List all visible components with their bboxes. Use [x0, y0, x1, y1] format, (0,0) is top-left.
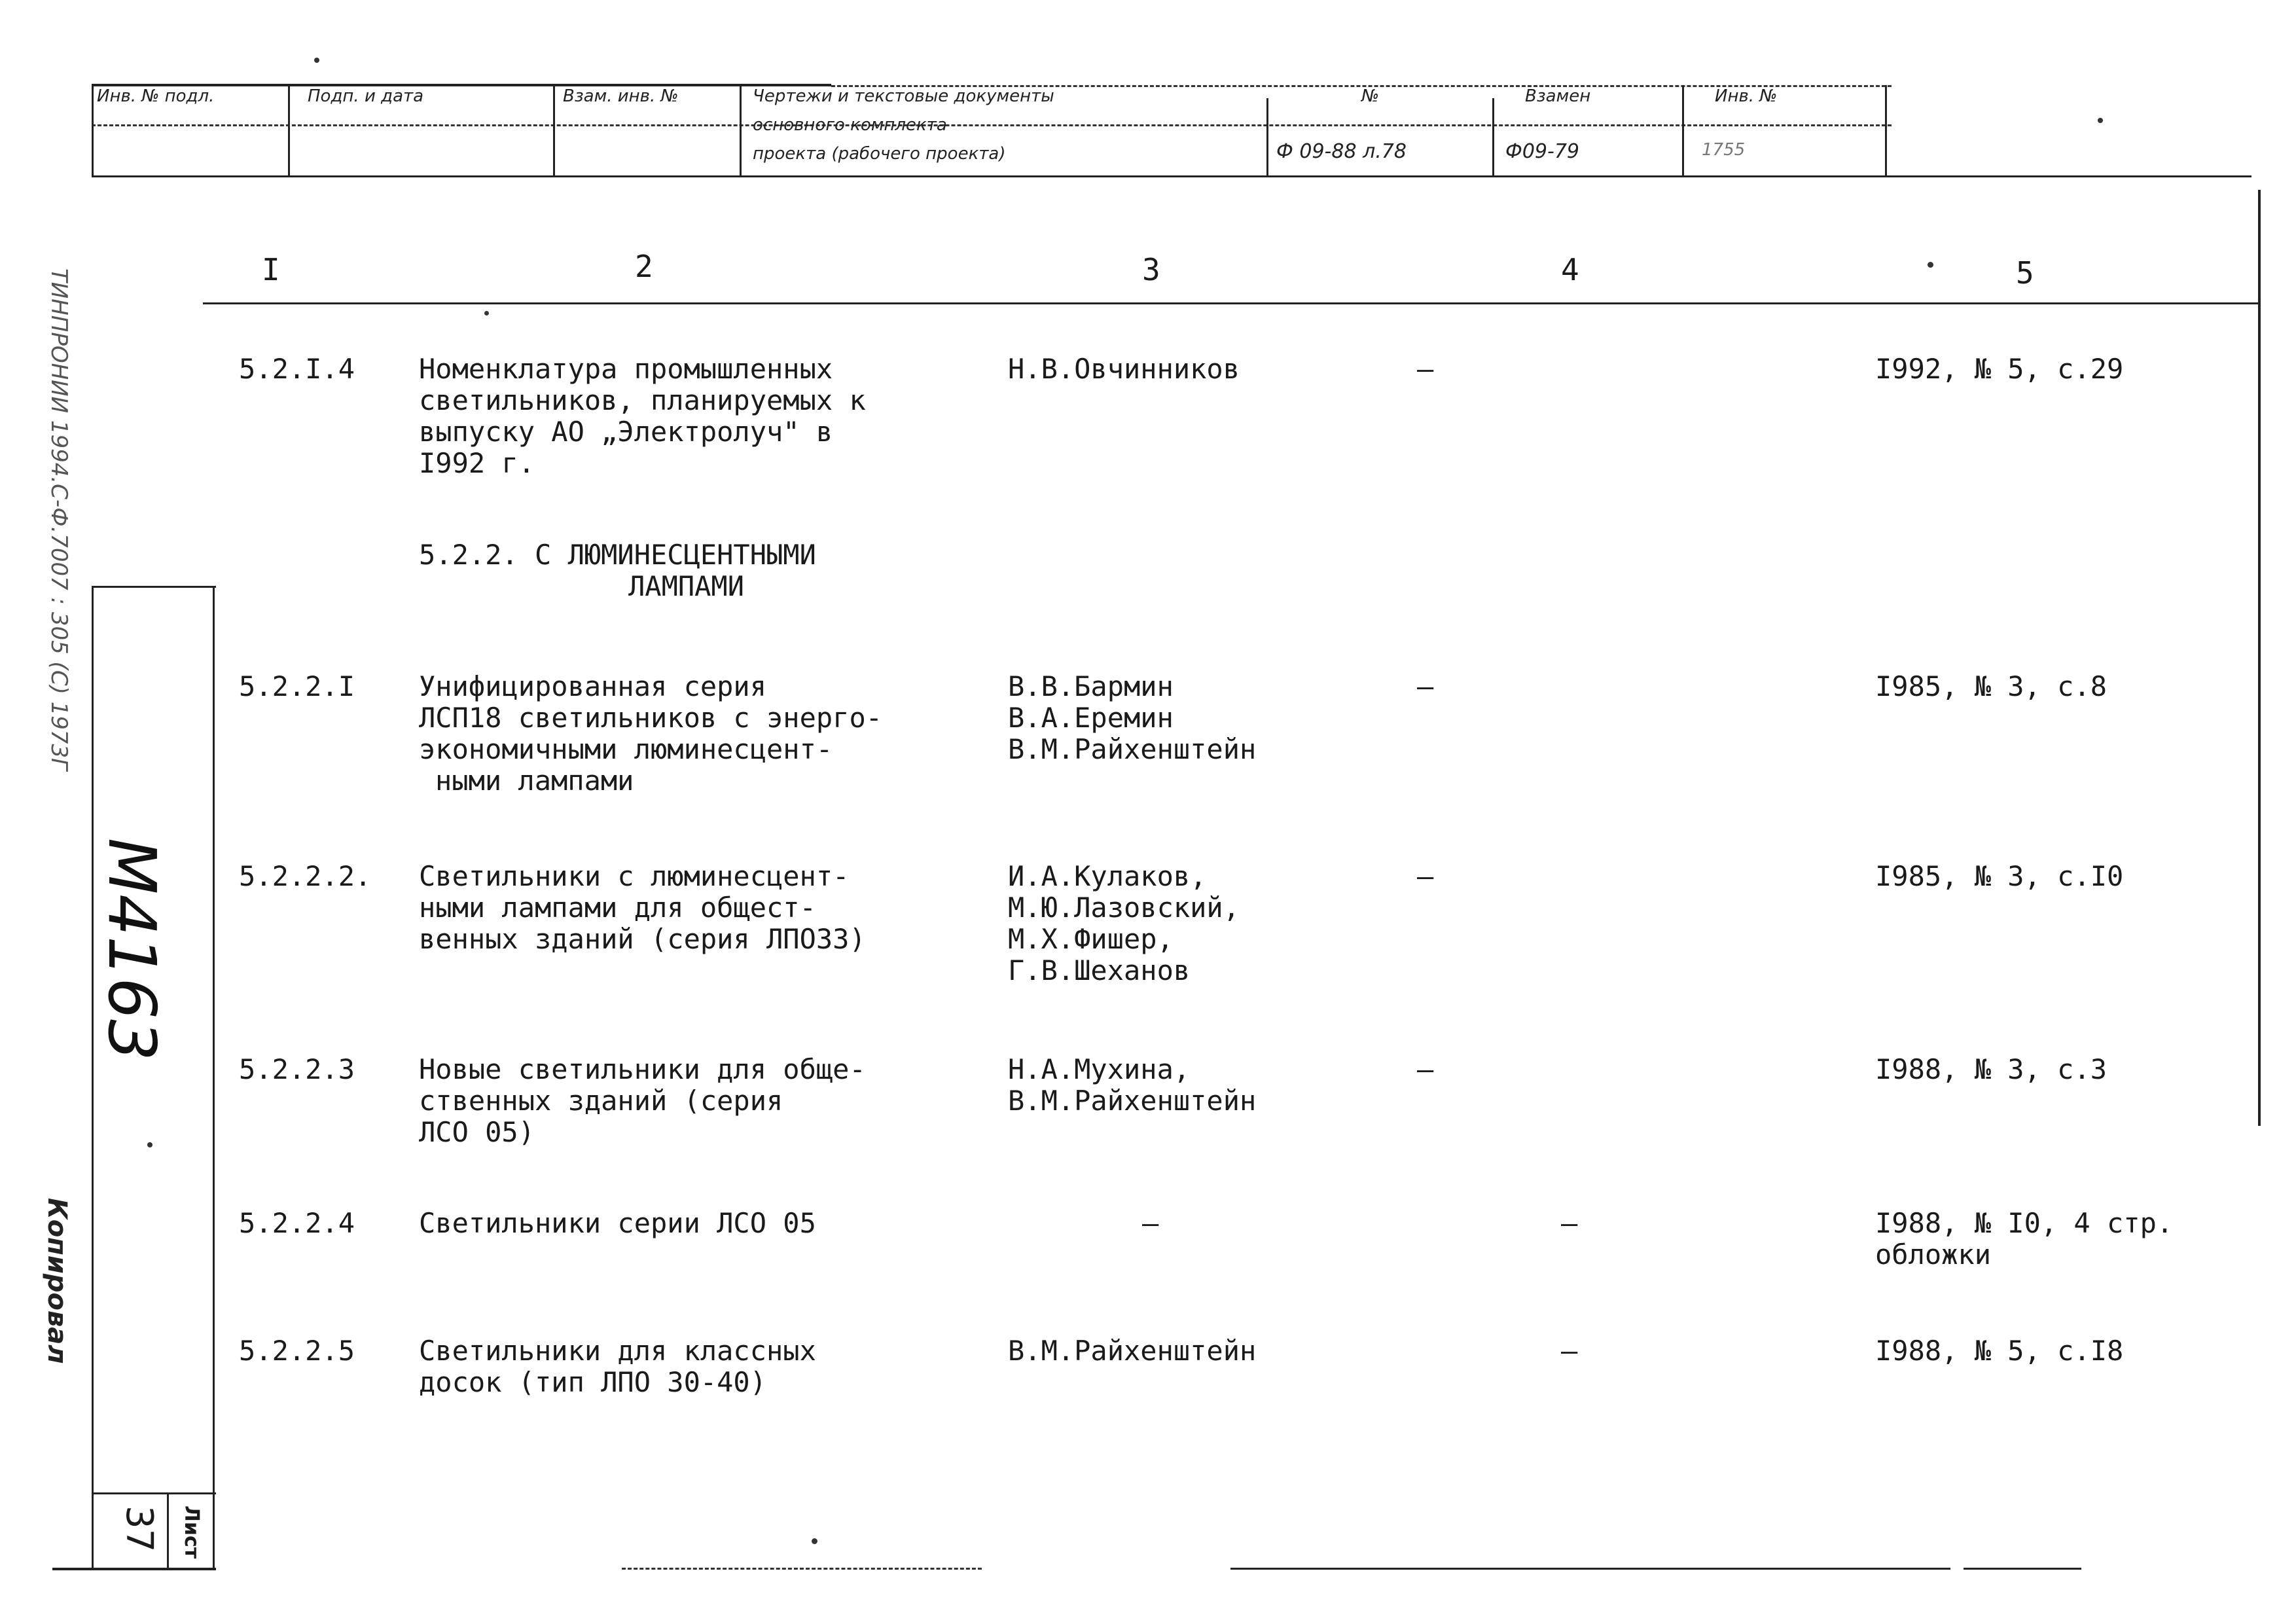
row-title-line: досок (тип ЛПО 30-40)	[419, 1366, 767, 1398]
section-heading-line: 5.2.2. С ЛЮМИНЕСЦЕНТНЫМИ	[419, 539, 816, 571]
row-reference: I992, № 5, с.29	[1875, 353, 2124, 385]
row-number: 5.2.I.4	[239, 353, 355, 385]
row-col4: –	[1417, 1053, 1434, 1085]
margin-box-left	[92, 586, 94, 1568]
row-author: –	[1142, 1207, 1159, 1239]
scan-speck	[147, 1142, 152, 1147]
scan-speck	[1928, 262, 1933, 268]
tb-div-7	[1885, 85, 1887, 177]
tb-col4-line3: проекта (рабочего проекта)	[753, 144, 1006, 164]
tb-col4-line2: основного комплекта	[753, 115, 947, 135]
margin-box-top	[92, 586, 216, 588]
bottom-rule-right	[1964, 1568, 2081, 1570]
row-author: В.М.Райхенштейн	[1008, 1085, 1257, 1117]
row-author: Н.В.Овчинников	[1008, 353, 1240, 385]
row-col4: –	[1417, 860, 1434, 892]
margin-sheet-divider	[167, 1492, 169, 1568]
row-title-line: Светильники с люминесцент-	[419, 860, 850, 892]
row-number: 5.2.2.3	[239, 1053, 355, 1085]
row-title-line: Унифицированная серия	[419, 670, 767, 702]
margin-box-sheet-top	[92, 1492, 216, 1494]
row-author: В.А.Еремин	[1008, 702, 1174, 734]
tb-div-5	[1492, 98, 1494, 177]
col-header-4: 4	[1561, 252, 1579, 287]
tb-col5-top: №	[1361, 86, 1380, 106]
tb-col3-label: Взам. инв. №	[563, 86, 679, 106]
row-col4: –	[1561, 1207, 1578, 1239]
row-title-line: светильников, планируемых к	[419, 384, 866, 416]
row-title-line: Светильники серии ЛСО 05	[419, 1207, 816, 1239]
tb-col4-line1: Чертежи и текстовые документы	[753, 86, 1054, 106]
tb-div-0	[92, 84, 94, 177]
row-title-line: I992 г.	[419, 447, 535, 479]
tb-col6-top: Взамен	[1525, 86, 1591, 106]
sheet-number: 37	[118, 1506, 160, 1553]
tb-col1-label: Инв. № подл.	[97, 86, 215, 106]
row-title-line: выпуску АО „Электролуч" в	[419, 416, 833, 448]
col-header-1: I	[262, 252, 280, 287]
row-number: 5.2.2.I	[239, 670, 355, 702]
row-title-line: ными лампами для общест-	[419, 892, 816, 924]
margin-bottom-line	[52, 1568, 216, 1570]
row-reference: I985, № 3, с.8	[1875, 670, 2108, 702]
row-reference: I988, № 3, с.3	[1875, 1053, 2108, 1085]
row-reference: I988, № I0, 4 стр.	[1875, 1207, 2174, 1239]
col-header-5: 5	[2016, 255, 2034, 291]
right-border	[2258, 190, 2261, 1126]
row-col4: –	[1417, 353, 1434, 385]
row-author: И.А.Кулаков,	[1008, 860, 1207, 892]
tb-div-2	[553, 84, 555, 177]
tb-div-1	[288, 84, 290, 177]
col-header-2: 2	[635, 249, 653, 284]
tb-col5-bottom: Ф 09-88 л.78	[1276, 140, 1407, 163]
row-author: В.М.Райхенштейн	[1008, 733, 1257, 765]
row-title-line: ственных зданий (серия	[419, 1085, 783, 1117]
row-title-line: экономичными люминесцент-	[419, 733, 833, 765]
bottom-rule-mid	[1230, 1568, 1950, 1570]
row-title-line: ЛСП18 светильников с энерго-	[419, 702, 883, 734]
row-reference: I985, № 3, с.I0	[1875, 860, 2124, 892]
row-number: 5.2.2.2.	[239, 860, 372, 892]
header-underline	[203, 302, 2258, 304]
row-author: Н.А.Мухина,	[1008, 1053, 1191, 1085]
sheet-label: Лист	[180, 1506, 203, 1559]
row-author: М.Х.Фишер,	[1008, 923, 1174, 955]
row-title-line: Новые светильники для обще-	[419, 1053, 866, 1085]
row-title-line: Светильники для классных	[419, 1335, 816, 1367]
col-header-3: 3	[1142, 252, 1160, 287]
row-title-line: венных зданий (серия ЛПО33)	[419, 923, 866, 955]
margin-box-right	[213, 586, 215, 1568]
scan-speck	[812, 1538, 817, 1544]
scan-speck	[314, 58, 319, 63]
tb-col6-bottom: Ф09-79	[1505, 140, 1579, 163]
tb-col7-bottom: 1755	[1702, 140, 1746, 160]
row-reference: I988, № 5, с.I8	[1875, 1335, 2124, 1367]
row-title-line: Номенклатура промышленных	[419, 353, 833, 385]
row-author: В.В.Бармин	[1008, 670, 1174, 702]
row-number: 5.2.2.4	[239, 1207, 355, 1239]
row-author: М.Ю.Лазовский,	[1008, 892, 1240, 924]
side-print-text: ТИНПРОНИИ 1994.С-Ф.7007 : 305 (С) 1973Г	[46, 268, 72, 771]
tb-div-4	[1266, 98, 1268, 177]
row-col4: –	[1561, 1335, 1578, 1367]
scan-speck	[484, 311, 489, 316]
row-col4: –	[1417, 670, 1434, 702]
tb-mid-dash	[92, 124, 1892, 126]
stamp-number: М4163	[94, 838, 170, 1061]
row-number: 5.2.2.5	[239, 1335, 355, 1367]
tb-div-3	[740, 84, 742, 177]
scan-speck	[2098, 118, 2103, 123]
tb-bottom-line	[92, 175, 2251, 177]
row-title-line: ными лампами	[435, 765, 634, 797]
tb-col2-label: Подп. и дата	[308, 86, 424, 106]
bottom-stamp: Копировал	[42, 1198, 72, 1364]
tb-col7-top: Инв. №	[1715, 86, 1778, 106]
row-author: В.М.Райхенштейн	[1008, 1335, 1257, 1367]
tb-div-6	[1682, 85, 1684, 177]
bottom-rule-dash	[622, 1568, 982, 1570]
row-title-line: ЛСО 05)	[419, 1116, 535, 1148]
row-author: Г.В.Шеханов	[1008, 954, 1191, 986]
section-heading-line: ЛАМПАМИ	[628, 570, 745, 602]
row-reference: обложки	[1875, 1238, 1992, 1271]
